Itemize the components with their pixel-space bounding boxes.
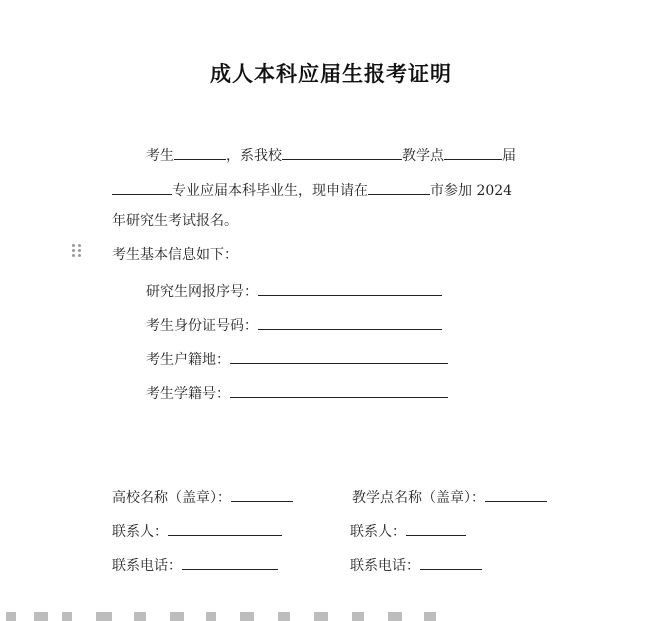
blank-school[interactable] [282, 145, 402, 160]
document-title: 成人本科应届生报考证明 [210, 61, 452, 86]
field-household-registration [146, 349, 448, 369]
paragraph-line-3: 年研究生考试报名。 [112, 213, 238, 229]
school-phone-label: 联系电话： [112, 558, 182, 574]
school-contact-line [112, 521, 282, 541]
blank-center-name[interactable] [485, 487, 547, 502]
school-name-line [112, 487, 293, 507]
blank-graduation-year[interactable] [444, 145, 502, 160]
blank-student-number[interactable] [230, 383, 448, 398]
center-name-line [352, 487, 547, 507]
center-phone-label: 联系电话： [350, 558, 420, 574]
text-jiaoxuedian: 教学点 [402, 148, 444, 164]
blank-school-phone[interactable] [182, 555, 278, 570]
field-student-number [146, 383, 448, 403]
center-contact-label: 联系人： [350, 524, 406, 540]
blank-id-number[interactable] [258, 315, 442, 330]
blank-registration-number[interactable] [258, 281, 442, 296]
field-label: 考生身份证号码： [146, 318, 258, 334]
text-shicanjia: 市参加 2024 [430, 183, 513, 199]
text-zhuanye: 专业应届本科毕业生，现申请在 [172, 183, 368, 199]
paragraph-line-2 [112, 180, 512, 200]
blank-center-contact[interactable] [406, 521, 466, 536]
school-contact-label: 联系人： [112, 524, 168, 540]
field-registration-number [146, 281, 442, 301]
blank-school-contact[interactable] [168, 521, 282, 536]
text-xiwoxiao: ，系我校 [226, 148, 282, 164]
info-heading: 考生基本信息如下： [112, 247, 238, 263]
field-id-number [146, 315, 442, 335]
blank-school-name[interactable] [231, 487, 293, 502]
drag-handle-icon[interactable] [72, 244, 82, 258]
blank-center-phone[interactable] [420, 555, 482, 570]
center-name-label: 教学点名称（盖章）： [352, 490, 485, 506]
text-jie: 届 [502, 148, 516, 164]
blank-city[interactable] [368, 180, 430, 195]
cropped-next-line [0, 612, 662, 621]
school-phone-line [112, 555, 278, 575]
field-label: 考生学籍号： [146, 386, 230, 402]
field-label: 研究生网报序号： [146, 284, 258, 300]
school-name-label: 高校名称（盖章）： [112, 490, 231, 506]
center-phone-line [350, 555, 482, 575]
paragraph-line-1 [146, 145, 516, 165]
text-kaosheng: 考生 [146, 148, 174, 164]
blank-major[interactable] [112, 180, 172, 195]
blank-student-name[interactable] [174, 145, 226, 160]
field-label: 考生户籍地： [146, 352, 230, 368]
blank-household-registration[interactable] [230, 349, 448, 364]
center-contact-line [350, 521, 466, 541]
